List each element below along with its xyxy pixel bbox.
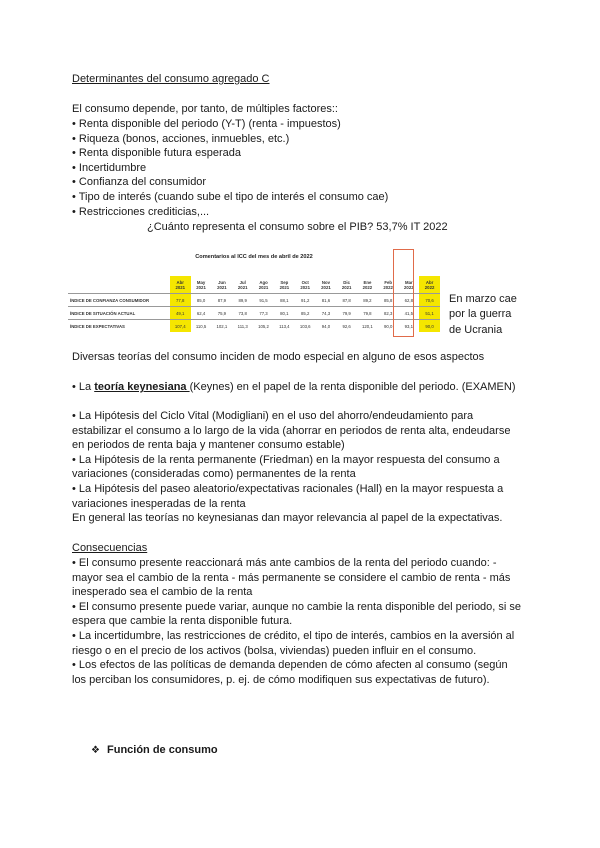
section-title: Función de consumo — [107, 744, 218, 756]
column-header: Feb 2022 — [383, 279, 393, 290]
list-item: estabilizar el consumo a lo largo de la vida (ahorrar en periodos de renta alta, endeudarse — [72, 424, 511, 437]
column-header: Dic 2021 — [341, 279, 352, 290]
icc-table — [68, 276, 440, 332]
column-header: May 2021 — [196, 279, 206, 290]
question-text: ¿Cuánto representa el consumo sobre el PIB? 53,7% IT 2022 — [147, 221, 448, 233]
list-item: • La Hipótesis de la renta permanente (Friedman) en la mayor respuesta del consumo a — [72, 453, 500, 466]
list-item: • Incertidumbre — [72, 161, 147, 174]
list-item: inesperado sea el cambio de la renta — [72, 586, 253, 599]
side-note: En marzo cae por la guerra de Ucrania — [449, 293, 517, 336]
table-header-row — [68, 276, 440, 294]
list-item: • La Hipótesis del Ciclo Vital (Modigliani) en el uso del ahorro/endeudamiento para — [72, 410, 474, 422]
list-item: espera que cambie la renta disponible futura. — [72, 615, 293, 628]
list-item: • La incertidumbre, las restricciones de crédito, el tipo de interés, cambios en la aversión al — [72, 629, 515, 642]
table-row: ÍNDICE DE SITUACIÓN ACTUAL 49,1 62,4 75,9 73,8 77,3 80,1 85,2 74,3 79,9 79,8 82,3 41,5 51,1 — [68, 307, 440, 320]
section-heading: Determinantes del consumo agregado C — [72, 73, 270, 85]
list-item: mayor sea el cambio de la renta - más permanente se considere el cambio de renta - más — [72, 571, 511, 584]
list-item: riesgo o en el precio de los activos (bolsa, viviendas) pueden influir en el consumo. — [72, 644, 477, 657]
column-header: Sep 2021 — [279, 279, 290, 290]
list-item: • Tipo de interés (cuando sube el tipo de interés el consumo cae) — [72, 190, 389, 203]
consequences-heading: Consecuencias — [72, 542, 148, 554]
intro-text: El consumo depende, por tanto, de múltiples factores:: — [72, 103, 338, 115]
list-item: variaciones inesperadas de la renta — [72, 497, 246, 510]
table-row: ÍNDICE DE CONFIANZA CONSUMIDOR 77,8 85,0 87,9 89,9 91,5 88,1 91,2 81,6 87,8 89,2 85,8 62,8 70,6 — [68, 294, 440, 307]
column-header: Jun 2021 — [217, 279, 227, 290]
list-item: • Renta disponible del periodo (Y-T) (renta - impuestos) — [72, 118, 341, 130]
table-row: ÍNDICE DE EXPECTATIVAS 107,4 110,5 102,1 111,3 105,2 113,4 103,6 94,0 92,6 120,1 90,0 93,1 90,0 — [68, 320, 440, 333]
list-item: • El consumo presente puede variar, aunque no cambie la renta disponible del periodo, si se — [72, 600, 522, 613]
list-item: los perciban los consumidores, p. ej. de cómo modifiquen sus expectativas de futuro). — [72, 673, 490, 686]
list-item: • La Hipótesis del paseo aleatorio/expectativas racionales (Hall) en la mayor respuesta a — [72, 482, 504, 495]
column-header: Abr 2022 — [419, 276, 440, 294]
theories-list — [72, 409, 542, 526]
list-item: en periodos de renta baja y mantener consumo estable) — [72, 439, 345, 452]
column-header: Oct 2021 — [300, 279, 310, 290]
list-item: En general las teorías no keynesianas dan mayor relevancia al papel de la expectativas. — [72, 512, 503, 525]
column-header: Nov 2021 — [321, 279, 331, 290]
column-header: Mar 2022 — [404, 279, 414, 290]
list-item: • Los efectos de las políticas de demanda dependen de cómo afecten al consumo (según — [72, 659, 508, 672]
list-item: • Restricciones crediticias,... — [72, 205, 210, 218]
keynes-term: teoría keynesiana — [94, 381, 190, 393]
column-header: Ene 2022 — [362, 279, 373, 290]
factor-list — [72, 117, 542, 219]
column-header: Ago 2021 — [258, 279, 269, 290]
icc-table-title: Comentarios al ICC del mes de abril de 2022 — [195, 254, 313, 260]
diamond-bullet-icon: ❖ — [91, 745, 100, 756]
list-item: • Confianza del consumidor — [72, 176, 207, 189]
list-item: variaciones (consideradas como) permanentes de la renta — [72, 468, 356, 481]
list-item: • Riqueza (bonos, acciones, inmuebles, etc.) — [72, 132, 290, 145]
icc-table-image — [68, 252, 440, 338]
theories-intro: Diversas teorías del consumo inciden de modo especial en alguno de esos aspectos — [72, 351, 485, 363]
column-header: Abr 2021 — [170, 276, 191, 294]
list-item: • El consumo presente reaccionará más ante cambios de la renta del periodo cuando: - — [72, 557, 497, 569]
list-item: • Renta disponible futura esperada — [72, 147, 241, 160]
keynes-line: • La teoría keynesiana (Keynes) en el papel de la renta disponible del periodo. (EXAMEN) — [72, 381, 516, 393]
march-highlight-box — [393, 249, 414, 337]
column-header: Jul 2021 — [237, 279, 248, 290]
consequences-list — [72, 556, 542, 687]
